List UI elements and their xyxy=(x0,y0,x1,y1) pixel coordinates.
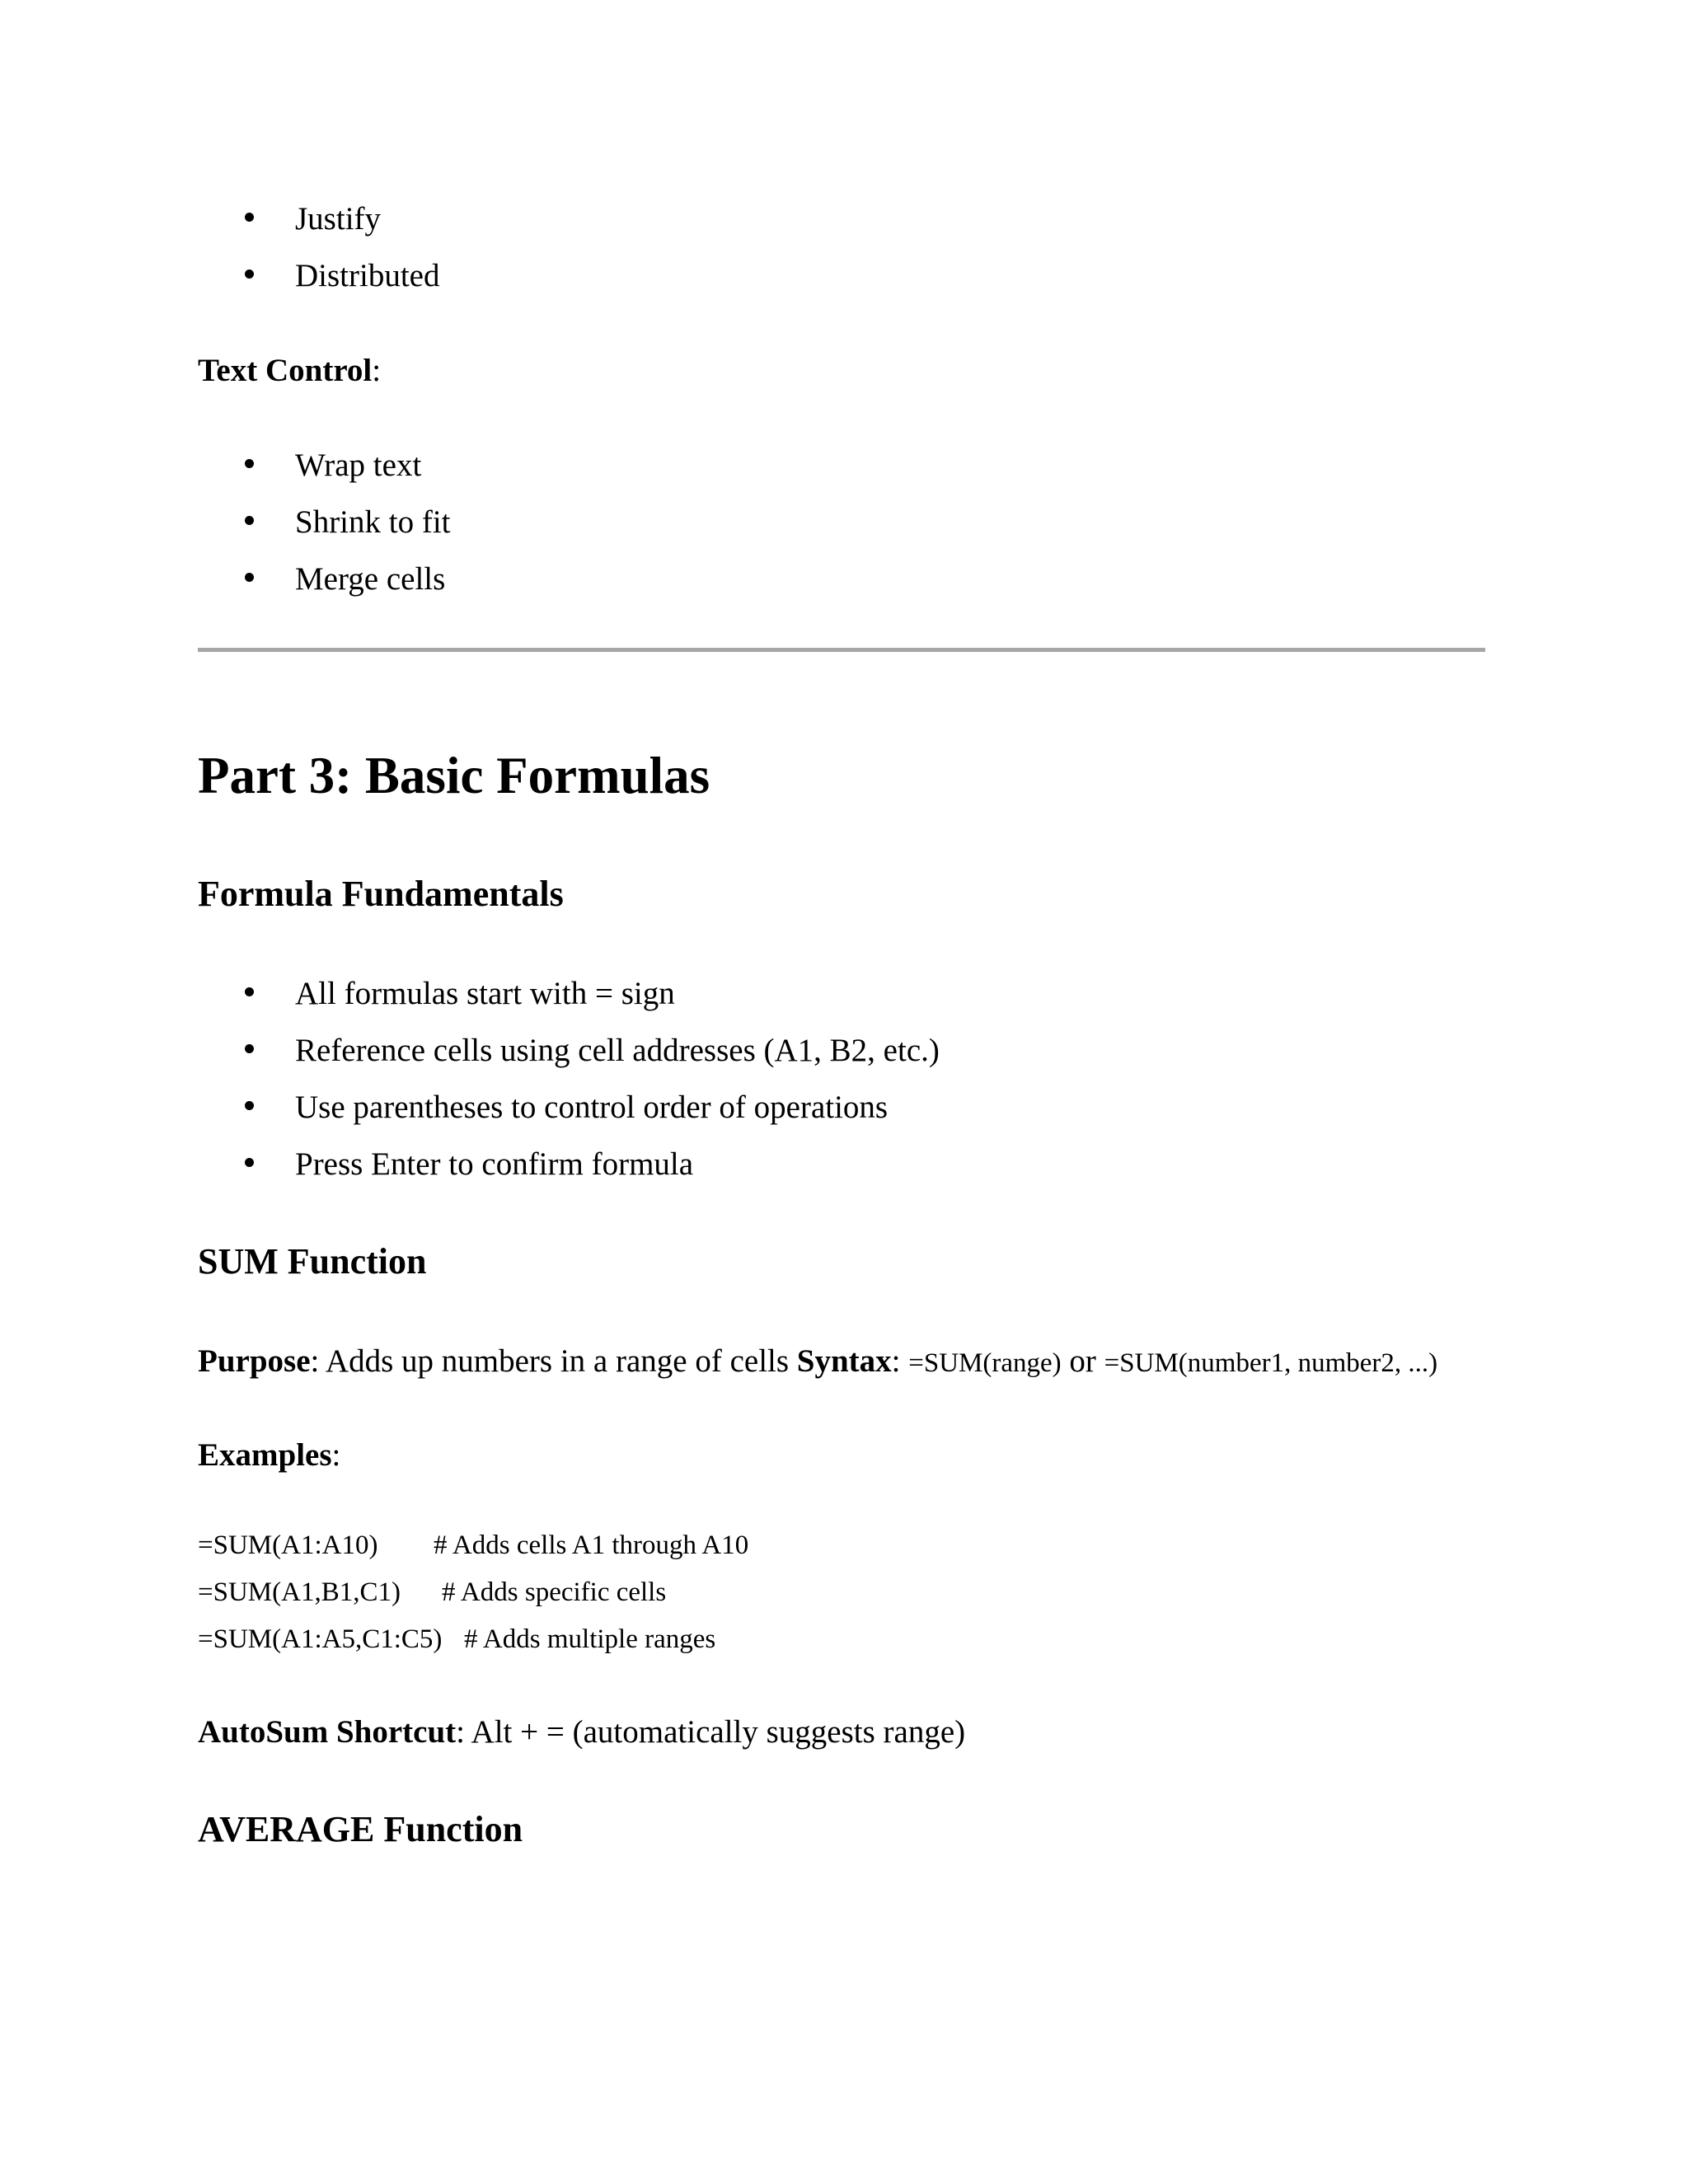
syntax-or: or xyxy=(1061,1343,1104,1379)
list-item-text: Distributed xyxy=(295,258,440,293)
code-comment: # Adds cells A1 through A10 xyxy=(434,1530,749,1560)
list-item-text: Use parentheses to control order of operations xyxy=(295,1090,889,1125)
autosum-text: : Alt + = (automatically suggests range) xyxy=(456,1714,966,1750)
bullet-icon xyxy=(245,573,254,582)
autosum-shortcut-line xyxy=(198,1716,965,1748)
syntax-label: Syntax xyxy=(796,1343,892,1379)
syntax-colon: : xyxy=(891,1343,909,1379)
bullet-icon xyxy=(245,213,254,222)
syntax-code-numbers: =SUM(number1, number2, ...) xyxy=(1104,1348,1438,1378)
average-function-heading: AVERAGE Function xyxy=(198,1809,523,1849)
bullet-icon xyxy=(245,459,254,468)
part3-title: Part 3: Basic Formulas xyxy=(198,747,710,804)
code-formula: =SUM(A1:A5,C1:C5) xyxy=(198,1624,443,1654)
examples-label-suffix: : xyxy=(331,1437,341,1473)
list-item-text: Press Enter to confirm formula xyxy=(295,1146,694,1182)
text-control-label-bold: Text Control xyxy=(198,353,373,388)
bullet-icon xyxy=(245,516,254,525)
sum-purpose-syntax-line xyxy=(198,1345,1437,1377)
bullet-icon xyxy=(245,1158,254,1167)
bullet-icon xyxy=(245,1044,254,1053)
list-item-text: All formulas start with = sign xyxy=(295,976,675,1011)
list-item-text: Justify xyxy=(295,201,382,237)
bullet-icon xyxy=(245,1101,254,1110)
list-item-text: Wrap text xyxy=(295,448,422,483)
examples-label xyxy=(198,1439,340,1471)
syntax-code-range: =SUM(range) xyxy=(908,1348,1062,1378)
text-control-label-suffix: : xyxy=(372,353,382,388)
list-item-text: Reference cells using cell addresses (A1, B2, etc.) xyxy=(295,1033,940,1068)
section-divider xyxy=(198,648,1485,652)
purpose-text: : Adds up numbers in a range of cells xyxy=(310,1343,797,1379)
code-comment: # Adds multiple ranges xyxy=(464,1624,716,1654)
list-item-text: Shrink to fit xyxy=(295,504,451,540)
code-comment: # Adds specific cells xyxy=(442,1577,667,1607)
formula-fundamentals-heading: Formula Fundamentals xyxy=(198,874,564,914)
purpose-label: Purpose xyxy=(198,1343,311,1379)
code-formula: =SUM(A1:A10) xyxy=(198,1530,378,1560)
sum-function-heading: SUM Function xyxy=(198,1241,427,1282)
text-control-label xyxy=(198,354,381,387)
bullet-icon xyxy=(245,269,254,279)
list-item-text: Merge cells xyxy=(295,561,446,597)
bullet-icon xyxy=(245,987,254,996)
examples-label-bold: Examples xyxy=(198,1437,332,1473)
autosum-label: AutoSum Shortcut xyxy=(198,1714,457,1750)
code-formula: =SUM(A1,B1,C1) xyxy=(198,1577,401,1607)
